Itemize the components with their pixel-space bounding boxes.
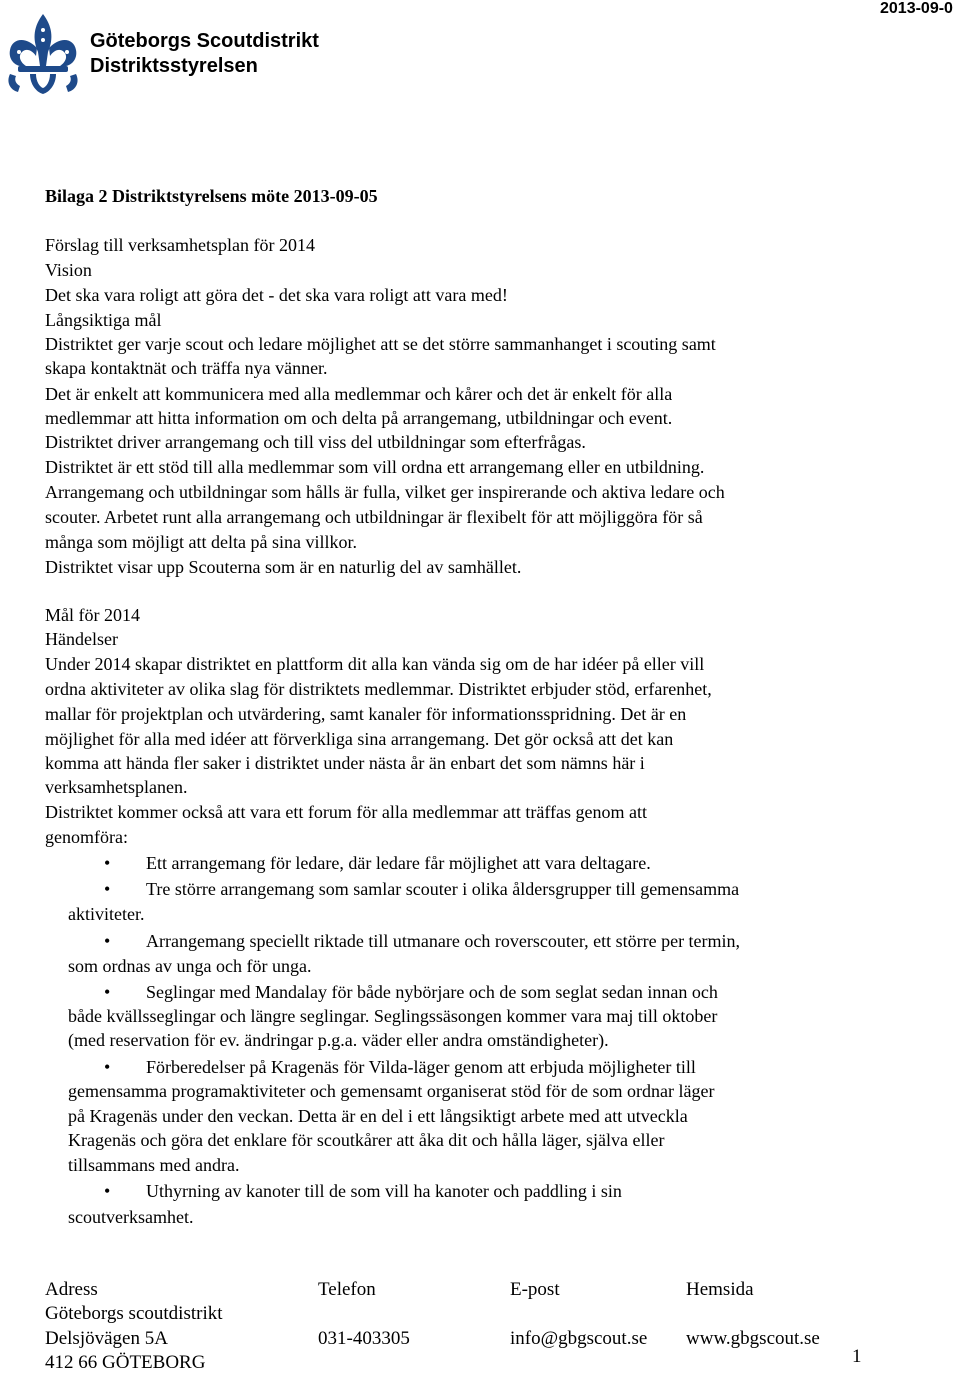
- list-item: Förberedelser på Kragenäs för Vilda-läger genom att erbjuda möjligheter till: [146, 1057, 696, 1077]
- text-line: Distriktet kommer också att vara ett forum för alla medlemmar att träffas genom att: [45, 802, 647, 822]
- footer-phone-label: Telefon: [318, 1279, 376, 1300]
- footer-phone: 031-403305: [318, 1328, 410, 1349]
- text-line: Arrangemang och utbildningar som hålls är fulla, vilket ger inspirerande och aktiva ledare och: [45, 482, 725, 502]
- text-line: verksamhetsplanen.: [45, 777, 188, 797]
- list-item: Uthyrning av kanoter till de som vill ha kanoter och paddling i sin: [146, 1181, 622, 1201]
- footer-email-label: E-post: [510, 1279, 560, 1300]
- text-line: Det är enkelt att kommunicera med alla medlemmar och kårer och det är enkelt för alla: [45, 384, 673, 404]
- text-line: många som möjligt att delta på sina villkor.: [45, 532, 357, 552]
- text-line: skapa kontaktnät och träffa nya vänner.: [45, 358, 328, 378]
- page-number: 1: [852, 1346, 862, 1367]
- text-line: scouter. Arbetet runt alla arrangemang och utbildningar är flexibelt för att möjliggöra för så: [45, 507, 703, 527]
- section-heading: Mål för 2014: [45, 605, 140, 625]
- section-heading: Händelser: [45, 629, 118, 649]
- bullet-icon: •: [104, 853, 111, 873]
- bullet-icon: •: [104, 931, 111, 951]
- text-line: mallar för projektplan och utvärdering, samt kanaler för informationsspridning. Det är en: [45, 704, 687, 724]
- section-heading: Vision: [45, 260, 92, 280]
- text-line: ordna aktiviteter av olika slag för distriktets medlemmar. Distriktet erbjuder stöd, erfarenhet,: [45, 679, 712, 699]
- text-line: Distriktet visar upp Scouterna som är en naturlig del av samhället.: [45, 557, 522, 577]
- footer-address-line: Göteborgs scoutdistrikt: [45, 1303, 223, 1324]
- scout-lily-icon: [4, 12, 82, 96]
- footer-address-line: Delsjövägen 5A: [45, 1328, 168, 1349]
- list-item-continuation: både kvällsseglingar och längre seglingar. Seglingssäsongen kommer vara maj till oktober: [68, 1006, 718, 1026]
- list-item-continuation: (med reservation för ev. ändringar p.g.a. väder eller andra omständigheter).: [68, 1030, 609, 1050]
- bullet-icon: •: [104, 1057, 111, 1077]
- footer-address-label: Adress: [45, 1279, 98, 1300]
- text-line: komma att hända fler saker i distriktet under nästa år än enbart det som nämns här i: [45, 753, 645, 773]
- list-item-continuation: gemensamma programaktiviteter och gemensamt organiserat stöd för de som ordnar läger: [68, 1081, 715, 1101]
- text-line: Distriktet ger varje scout och ledare möjlighet att se det större sammanhanget i scouting samt: [45, 334, 716, 354]
- text-line: möjlighet för alla med idéer att förverkliga sina arrangemang. Det gör också att det kan: [45, 729, 674, 749]
- list-item: Tre större arrangemang som samlar scouter i olika åldersgrupper till gemensamma: [146, 879, 740, 899]
- bullet-icon: •: [104, 879, 111, 899]
- footer-email-link[interactable]: info@gbgscout.se: [510, 1328, 648, 1349]
- text-line: genomföra:: [45, 827, 128, 847]
- list-item: Arrangemang speciellt riktade till utmanare och roverscouter, ett större per termin,: [146, 931, 741, 951]
- bullet-icon: •: [104, 982, 111, 1002]
- bullet-icon: •: [104, 1181, 111, 1201]
- footer-address-line: 412 66 GÖTEBORG: [45, 1352, 206, 1373]
- document-title: Bilaga 2 Distriktstyrelsens möte 2013-09-05: [45, 186, 378, 206]
- text-line: Det ska vara roligt att göra det - det ska vara roligt att vara med!: [45, 285, 508, 305]
- list-item-continuation: som ordnas av unga och för unga.: [68, 956, 312, 976]
- text-line: Distriktet är ett stöd till alla medlemmar som vill ordna ett arrangemang eller en utbildning.: [45, 457, 705, 477]
- footer-web-label: Hemsida: [686, 1279, 754, 1300]
- section-heading: Långsiktiga mål: [45, 310, 162, 330]
- text-line: medlemmar att hitta information om och delta på arrangemang, utbildningar och event.: [45, 408, 673, 428]
- text-line: Under 2014 skapar distriktet en plattform dit alla kan vända sig om de har idéer på eller vill: [45, 654, 705, 674]
- list-item-continuation: aktiviteter.: [68, 904, 145, 924]
- text-line: Distriktet driver arrangemang och till viss del utbildningar som efterfrågas.: [45, 432, 586, 452]
- list-item-continuation: tillsammans med andra.: [68, 1155, 240, 1175]
- list-item-continuation: på Kragenäs under den veckan. Detta är en del i ett långsiktigt arbete med att utveckla: [68, 1106, 688, 1126]
- list-item: Ett arrangemang för ledare, där ledare får möjlighet att vara deltagare.: [146, 853, 651, 873]
- list-item-continuation: Kragenäs och göra det enklare för scoutkårer att åka dit och hålla läger, själva eller: [68, 1130, 665, 1150]
- org-subtitle: Distriktsstyrelsen: [90, 55, 258, 77]
- footer-web-link[interactable]: www.gbgscout.se: [686, 1328, 820, 1349]
- org-name: Göteborgs Scoutdistrikt: [90, 30, 319, 52]
- header-date: 2013-09-0: [880, 0, 953, 17]
- section-heading: Förslag till verksamhetsplan för 2014: [45, 235, 315, 255]
- list-item-continuation: scoutverksamhet.: [68, 1207, 194, 1227]
- list-item: Seglingar med Mandalay för både nybörjare och de som seglat sedan innan och: [146, 982, 718, 1002]
